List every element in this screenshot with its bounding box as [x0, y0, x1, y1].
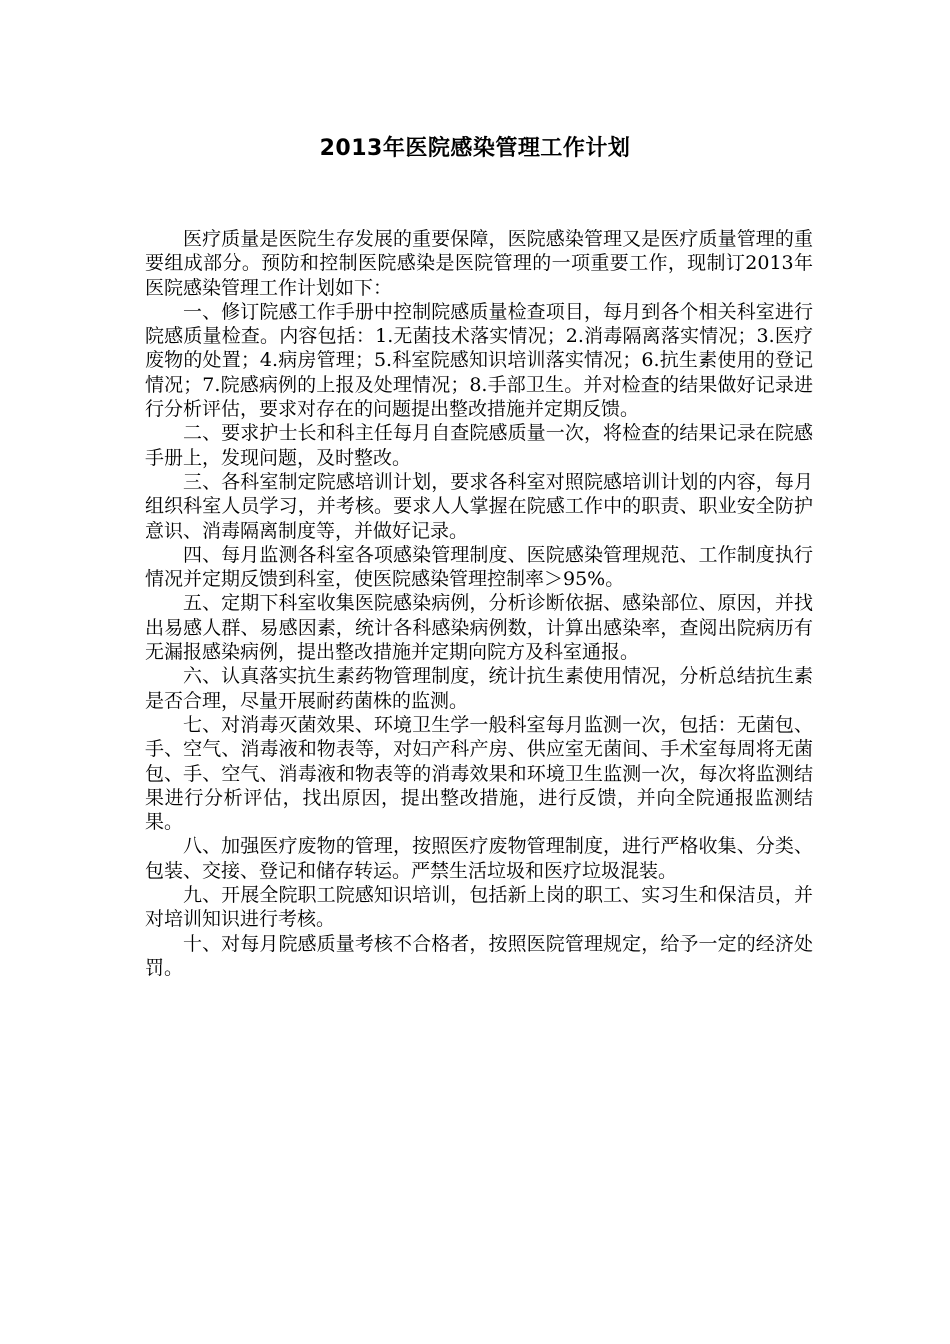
paragraph-item-3: 三、各科室制定院感培训计划，要求各科室对照院感培训计划的内容，每月组织科室人员学习，并考核。要求人人掌握在院感工作中的职责、职业安全防护意识、消毒隔离制度等，并做好记录。: [145, 470, 813, 542]
paragraph-intro: 医疗质量是医院生存发展的重要保障，医院感染管理又是医疗质量管理的重要组成部分。预防和控制医院感染是医院管理的一项重要工作，现制订2013年医院感染管理工作计划如下：: [145, 228, 813, 299]
paragraph-item-9: 九、开展全院职工院感知识培训，包括新上岗的职工、实习生和保洁员，并对培训知识进行考核。: [145, 884, 813, 931]
paragraph-item-8: 八、加强医疗废物的管理，按照医疗废物管理制度，进行严格收集、分类、包装、交接、登记和储存转运。严禁生活垃圾和医疗垃圾混装。: [145, 835, 813, 882]
paragraph-item-7: 七、对消毒灭菌效果、环境卫生学一般科室每月监测一次，包括：无菌包、手、空气、消毒液和物表等，对妇产科产房、供应室无菌间、手术室每周将无菌包、手、空气、消毒液和物表等的消毒效果和环境卫生监测一次，每次将监测结果进行分析评估，找出原因，提出整改措施，进行反馈，并向全院通报监测结果。: [145, 713, 813, 834]
document-body: [145, 227, 813, 980]
paragraph-item-6: 六、认真落实抗生素药物管理制度，统计抗生素使用情况，分析总结抗生素是否合理，尽量开展耐药菌株的监测。: [145, 665, 813, 712]
document-title: 2013年医院感染管理工作计划: [319, 136, 631, 161]
paragraph-item-5: 五、定期下科室收集医院感染病例，分析诊断依据、感染部位、原因，并找出易感人群、易感因素，统计各科感染病例数，计算出感染率，查阅出院病历有无漏报感染病例，提出整改措施并定期向院方及科室通报。: [145, 592, 813, 664]
paragraph-item-2: 二、要求护士长和科主任每月自查院感质量一次，将检查的结果记录在院感手册上，发现问题，及时整改。: [145, 422, 813, 469]
paragraph-item-1: 一、修订院感工作手册中控制院感质量检查项目，每月到各个相关科室进行院感质量检查。内容包括：1.无菌技术落实情况；2.消毒隔离落实情况；3.医疗废物的处置；4.病房管理；5.科室院感知识培训落实情况；6.抗生素使用的登记情况；7.院感病例的上报及处理情况；8.手部卫生。并对检查的结果做好记录进行分析评估，要求对存在的问题提出整改措施并定期反馈。: [145, 300, 813, 421]
paragraph-item-10: 十、对每月院感质量考核不合格者，按照医院管理规定，给予一定的经济处罚。: [145, 932, 813, 979]
paragraph-item-4: 四、每月监测各科室各项感染管理制度、医院感染管理规范、工作制度执行情况并定期反馈到科室，使医院感染管理控制率＞95%。: [145, 543, 813, 591]
